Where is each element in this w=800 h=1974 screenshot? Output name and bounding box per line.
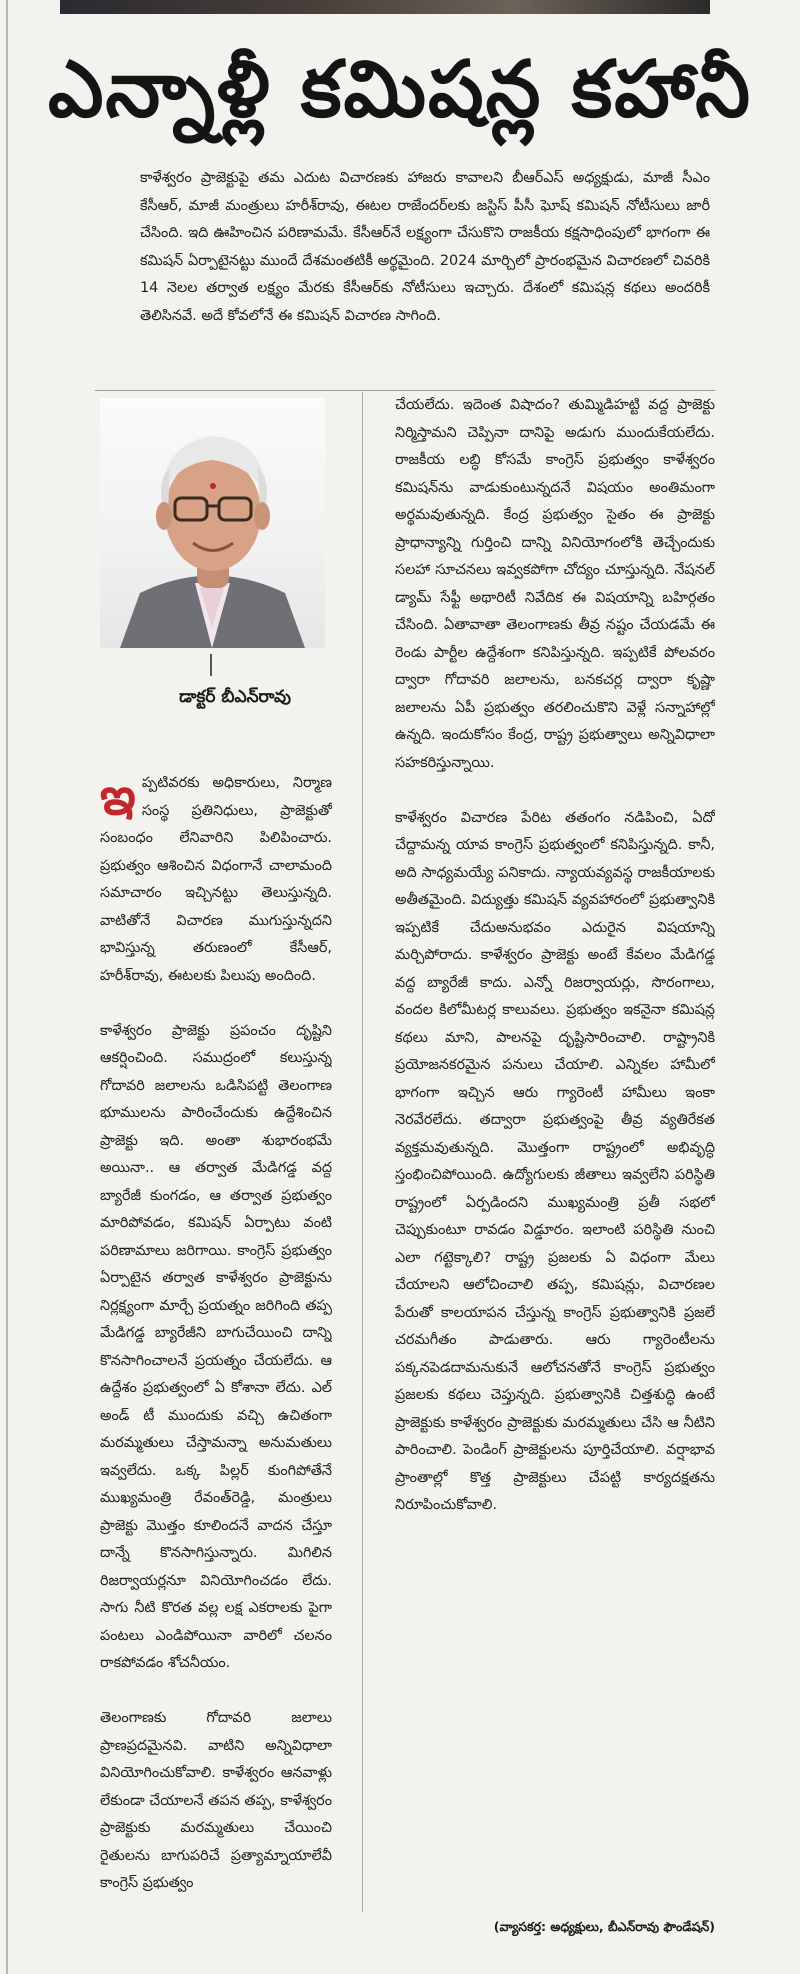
right-paragraph-1: చేయలేదు. ఇదెంత విషాదం? తుమ్మిడిహట్టి వద్ద ప్రాజెక్టు నిర్మిస్తామని చెప్పినా దానిపై అడుగు ముందుకేయలేదు. రాజకీయ లబ్ధి కోసమే కాంగ్రెస్ ప్రభుత్వం కాళేశ్వరం కమిషన్‌ను వాడుకుంటున్నదనే విషయం అంతిమంగా అర్థమవుతున్నది. కేంద్ర ప్రభుత్వం సైతం ఈ ప్రాజెక్టు ప్రాధాన్యాన్ని గుర్తించి దాన్ని వినియోగంలోకి తెచ్చేందుకు సలహా సూచనలు ఇవ్వకపోగా చోద్యం చూస్తున్నది. నేషనల్ డ్యామ్ సేఫ్టీ అథారిటీ నివేదిక ఈ విషయాన్ని బహిర్గతం చేసింది. ఏతావాతా తెలంగాణకు తీవ్ర నష్టం చేయడమే ఈ రెండు పార్టీల ఉద్దేశంగా కనిపిస్తున్నది. ఇప్పటికే పోలవరం ద్వారా గోదావరి జలాలను, బనకచర్ల ద్వారా కృష్ణా జలాలను ఏపీ ప్రభుత్వం తరలించుకొని వెళ్లే సన్నాహాల్లో ఉన్నది. ఇందుకోసం కేంద్ర, రాష్ట్ర ప్రభుత్వాలు అన్నివిధాలా సహకరిస్తున్నాయి. — [395, 397, 715, 771]
right-paragraph-2: కాళేశ్వరం విచారణ పేరిట తతంగం నడిపించి, ఏదో చేద్దామన్న యావ కాంగ్రెస్ ప్రభుత్వంలో కనిపిస్తున్నది. కానీ, అది సాధ్యమయ్యే పనికాదు. న్యాయవ్యవస్థ రాజకీయాలకు అతీతమైంది. విద్యుత్తు కమిషన్ వ్యవహారంలో ప్రభుత్వానికి ఇప్పటికే చేదుఅనుభవం ఎదురైన విషయాన్ని మర్చిపోరాదు. కాళేశ్వరం ప్రాజెక్టు అంటే కేవలం మేడిగడ్డ వద్ద బ్యారేజీ కాదు. ఎన్నో రిజర్వాయర్లు, సొరంగాలు, వందల కిలోమీటర్ల కాలువలు. ప్రభుత్వం ఇకనైనా కమిషన్ల కథలు మాని, పాలనపై దృష్టిసారించాలి. రాష్ట్రానికి ప్రయోజనకరమైన పనులు చేయాలి. ఎన్నికల హామీలో భాగంగా ఇచ్చిన ఆరు గ్యారెంటీ హామీలు ఇంకా నెరవేరలేదు. తద్వారా ప్రభుత్వంపై తీవ్ర వ్యతిరేకత వ్యక్తమవుతున్నది. మొత్తంగా రాష్ట్రంలో అభివృద్ధి స్తంభించిపోయింది. ఉద్యోగులకు జీతాలు ఇవ్వలేని పరిస్థితి రాష్ట్రంలో ఏర్పడిందని ముఖ్యమంత్రి ప్రతీ సభలో చెప్పుకుంటూ రావడం విడ్డూరం. ఇలాంటి పరిస్థితి నుంచి ఎలా గట్టెక్కాలి? రాష్ట్ర ప్రజలకు ఏ విధంగా మేలు చేయాలని ఆలోచించాలి తప్ప, కమిషన్లు, విచారణల పేరుతో కాలయాపన చేస్తున్న కాంగ్రెస్ ప్రభుత్వానికి ప్రజలే చరమగీతం పాడుతారు. ఆరు గ్యారెంటీలను పక్కనపెడదామనుకునే ఆలోచనతోనే కాంగ్రెస్ ప్రభుత్వం ప్రజలకు కథలు చెప్తున్నది. ప్రభుత్వానికి చిత్తశుద్ధి ఉంటే ప్రాజెక్టుకు కాళేశ్వరం ప్రాజెక్టుకు మరమ్మతులు చేసి ఆ నీటిని పారించాలి. పెండింగ్ ప్రాజెక్టులను పూర్తిచేయాలి. వర్షాభావ ప్రాంతాల్లో కొత్త ప్రాజెక్టులు చేపట్టి కార్యదక్షతను నిరూపించుకోవాలి. — [395, 809, 715, 1513]
dropcap: ఇ — [100, 770, 136, 827]
intro-divider — [95, 390, 715, 391]
left-paragraph-3: తెలంగాణకు గోదావరి జలాలు ప్రాణప్రదమైనవి. వాటిని అన్నివిధాలా వినియోగించుకోవాలి. కాళేశ్వరం ఆనవాళ్లు లేకుండా చేయాలనే తపన తప్ప, కాళేశ్వరం ప్రాజెక్టుకు మరమ్మతులు చేయించి రైతులను బాగుపరిచే ప్రత్యామ్నాయాలేవీ కాంగ్రెస్ ప్రభుత్వం — [100, 1710, 332, 1891]
author-credit: (వ్యాసకర్త: అధ్యక్షులు, బీఎన్‌రావు ఫౌండేషన్) — [493, 1919, 715, 1934]
author-photo — [100, 398, 325, 648]
column-divider — [362, 392, 363, 1912]
top-photo-strip — [60, 0, 710, 14]
right-column — [395, 392, 715, 1902]
intro-paragraph: కాళేశ్వరం ప్రాజెక్టుపై తమ ఎదుట విచారణకు హాజరు కావాలని బీఆర్ఎస్ అధ్యక్షుడు, మాజీ సీఎం కేసీఆర్, మాజీ మంత్రులు హరీశ్‌రావు, ఈటల రాజేందర్‌లకు జస్టిస్ పీసీ ఘోష్ కమిషన్ నోటీసులు జారీ చేసింది. ఇది ఊహించిన పరిణామమే. కేసీఆర్‌నే లక్ష్యంగా చేసుకొని రాజకీయ కక్షసాధింపులో భాగంగా ఈ కమిషన్ ఏర్పాటైనట్టు ముందే దేశమంతటికీ అర్థమైంది. 2024 మార్చిలో ప్రారంభమైన విచారణలో చివరికి 14 నెలల తర్వాత లక్ష్యం మేరకు కేసీఆర్‌కు నోటీసులు ఇచ్చారు. దేశంలో కమిషన్ల కథలు అందరికీ తెలిసినవే. అదే కోవలోనే ఈ కమిషన్ విచారణ సాగింది. — [140, 170, 710, 324]
author-byline: డాక్టర్ బీఎన్‌రావు — [179, 687, 291, 707]
left-column — [100, 770, 332, 1935]
headline: ఎన్నాళ్లీ కమిషన్ల కహానీ — [47, 45, 753, 135]
byline-tick — [210, 654, 212, 676]
left-paragraph-1-text: ప్పటివరకు అధికారులు, నిర్మాణ సంస్థ ప్రతినిధులు, ప్రాజెక్టుతో సంబంధం లేనివారిని పిలిపించారు. ప్రభుత్వం ఆశించిన విధంగానే చాలామంది సమాచారం ఇచ్చినట్టు తెలుస్తున్నది. వాటితోనే విచారణ ముగుస్తున్నదని భావిస్తున్న తరుణంలో కేసీఆర్, హరీశ్‌రావు, ఈటలకు పిలుపు అందింది. — [100, 775, 332, 984]
page-edge-rule — [6, 0, 8, 1974]
left-paragraph-1 — [100, 770, 332, 990]
left-paragraph-2: కాళేశ్వరం ప్రాజెక్టు ప్రపంచం దృష్టిని ఆకర్షించింది. సముద్రంలో కలుస్తున్న గోదావరి జలాలను ఒడిసిపట్టి తెలంగాణ భూములను పారించేందుకు ఉద్దేశించిన ప్రాజెక్టు ఇది. అంతా శుభారంభమే అయినా.. ఆ తర్వాత మేడిగడ్డ వద్ద బ్యారేజీ కుంగడం, ఆ తర్వాత ప్రభుత్వం మారిపోవడం, కమిషన్ ఏర్పాటు వంటి పరిణామాలు జరిగాయి. కాంగ్రెస్ ప్రభుత్వం ఏర్పాటైన తర్వాత కాళేశ్వరం ప్రాజెక్టును నిర్లక్ష్యంగా మార్చే ప్రయత్నం జరిగింది తప్ప మేడిగడ్డ బ్యారేజీని బాగుచేయించి దాన్ని కొనసాగించాలనే ప్రయత్నం చేయలేదు. ఆ ఉద్దేశం ప్రభుత్వంలో ఏ కోశానా లేదు. ఎల్ అండ్ టీ ముందుకు వచ్చి ఉచితంగా మరమ్మతులు చేస్తామన్నా అనుమతులు ఇవ్వలేదు. ఒక్క పిల్లర్ కుంగిపోతేనే ముఖ్యమంత్రి రేవంత్‌రెడ్డి, మంత్రులు ప్రాజెక్టు మొత్తం కూలిందనే వాదన చేస్తూ దాన్నే కొనసాగిస్తున్నారు. మిగిలిన రిజర్వాయర్లనూ వినియోగించడం లేదు. సాగు నీటి కొరత వల్ల లక్ష ఎకరాలకు పైగా పంటలు ఎండిపోయినా వారిలో చలనం రాకపోవడం శోచనీయం. — [100, 1022, 332, 1671]
